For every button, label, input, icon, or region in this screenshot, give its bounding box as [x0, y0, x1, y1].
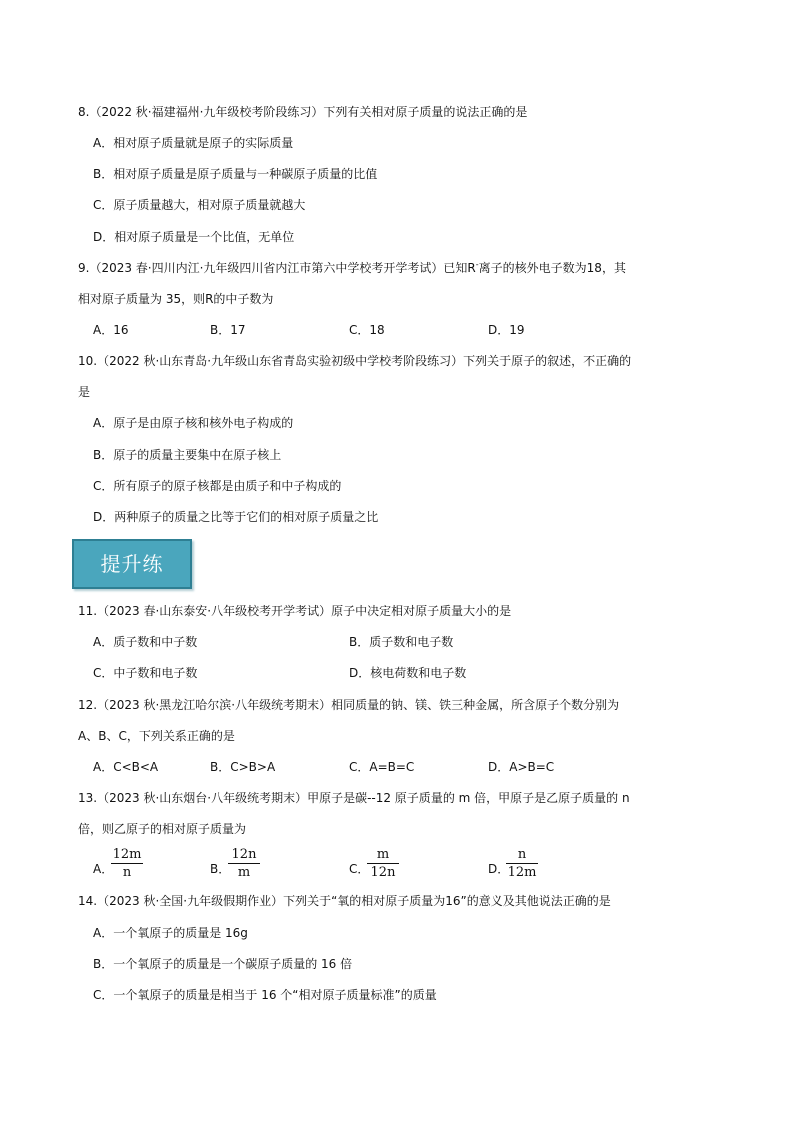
question-9-option-c: C．18 [349, 323, 385, 337]
question-14-option-c: C．一个氧原子的质量是相当于 16 个“相对原子质量标准”的质量 [93, 988, 437, 1002]
question-11-option-a: A．质子数和中子数 [93, 635, 198, 649]
question-9-stem-line2: 相对原子质量为 35，则R的中子数为 [78, 292, 274, 306]
question-13-stem-line2: 倍，则乙原子的相对原子质量为 [78, 822, 247, 836]
question-10-option-a: A．原子是由原子核和核外电子构成的 [93, 416, 294, 430]
question-9-stem-part2: 离子的核外电子数为18，其 [478, 261, 626, 275]
fraction-denominator: n [122, 865, 132, 880]
question-10-stem: 10.（2022 秋·山东青岛·九年级山东省青岛实验初级中学校考阶段练习）下列关于原子的叙述，不正确的 [78, 354, 632, 368]
question-11-option-b: B．质子数和电子数 [349, 635, 454, 649]
question-10-stem-line2: 是 [78, 385, 91, 399]
fraction-numerator: 12m [112, 847, 142, 862]
question-8-option-b: B．相对原子质量是原子质量与一种碳原子质量的比值 [93, 167, 378, 181]
question-14-stem: 14.（2023 秋·全国·九年级假期作业）下列关于“氧的相对原子质量为16”的意义及其他说法正确的是 [78, 894, 611, 908]
question-8-option-c: C．原子质量越大，相对原子质量就越大 [93, 198, 306, 212]
question-13-options [93, 847, 693, 887]
question-13-option-d-fraction [506, 847, 538, 882]
question-14-option-b: B．一个氧原子的质量是一个碳原子质量的 16 倍 [93, 957, 353, 971]
section-banner [72, 539, 192, 589]
section-banner-label: 提升练 [100, 552, 164, 576]
question-12-option-b: B．C>B>A [210, 760, 276, 774]
question-10-option-b: B．原子的质量主要集中在原子核上 [93, 448, 282, 462]
fraction-numerator: 12n [228, 847, 260, 864]
question-9-stem-part1: 9.（2023 春·四川内江·九年级四川省内江市第六中学校考开学考试）已知R [78, 261, 476, 275]
question-9-option-a: A．16 [93, 323, 129, 337]
fraction-denominator: 12n [370, 865, 396, 880]
question-13-option-c-letter: C． [349, 862, 370, 876]
question-9-ion-charge: - [475, 260, 479, 269]
question-8-option-d: D．相对原子质量是一个比值，无单位 [93, 230, 295, 244]
question-13-option-d-letter: D． [488, 862, 510, 876]
question-11-option-c: C．中子数和电子数 [93, 666, 198, 680]
question-13-stem: 13.（2023 秋·山东烟台·八年级统考期末）甲原子是碳--12 原子质量的 m 倍，甲原子是乙原子质量的 n [78, 791, 630, 805]
question-13-option-a-letter: A． [93, 862, 114, 876]
question-10-option-d: D．两种原子的质量之比等于它们的相对原子质量之比 [93, 510, 379, 524]
fraction-numerator: n [506, 847, 538, 864]
question-11-option-d: D．核电荷数和电子数 [349, 666, 467, 680]
fraction-denominator: m [237, 865, 251, 880]
question-9-option-d: D．19 [488, 323, 525, 337]
question-11-stem: 11.（2023 春·山东泰安·八年级校考开学考试）原子中决定相对原子质量大小的是 [78, 604, 512, 618]
fraction-numerator: m [367, 847, 399, 864]
fraction-denominator: 12m [507, 865, 537, 880]
question-13-option-b-fraction [228, 847, 260, 882]
question-9-option-b: B．17 [210, 323, 246, 337]
question-12-option-d: D．A>B=C [488, 760, 555, 774]
question-13-option-b-letter: B． [210, 862, 231, 876]
question-14-option-a: A．一个氧原子的质量是 16g [93, 926, 248, 940]
question-13-option-a-fraction [111, 847, 143, 882]
question-12-option-c: C．A=B=C [349, 760, 415, 774]
question-12-stem: 12.（2023 秋·黑龙江哈尔滨·八年级统考期末）相同质量的钠、镁、铁三种金属，所含原子个数分别为 [78, 698, 620, 712]
question-12-option-a: A．C<B<A [93, 760, 159, 774]
question-10-option-c: C．所有原子的原子核都是由质子和中子构成的 [93, 479, 342, 493]
question-12-stem-line2: A、B、C，下列关系正确的是 [78, 729, 235, 743]
question-13-option-c-fraction [367, 847, 399, 882]
question-8-stem: 8.（2022 秋·福建福州·九年级校考阶段练习）下列有关相对原子质量的说法正确的是 [78, 105, 528, 119]
question-8-option-a: A．相对原子质量就是原子的实际质量 [93, 136, 294, 150]
question-9-stem [78, 260, 626, 276]
